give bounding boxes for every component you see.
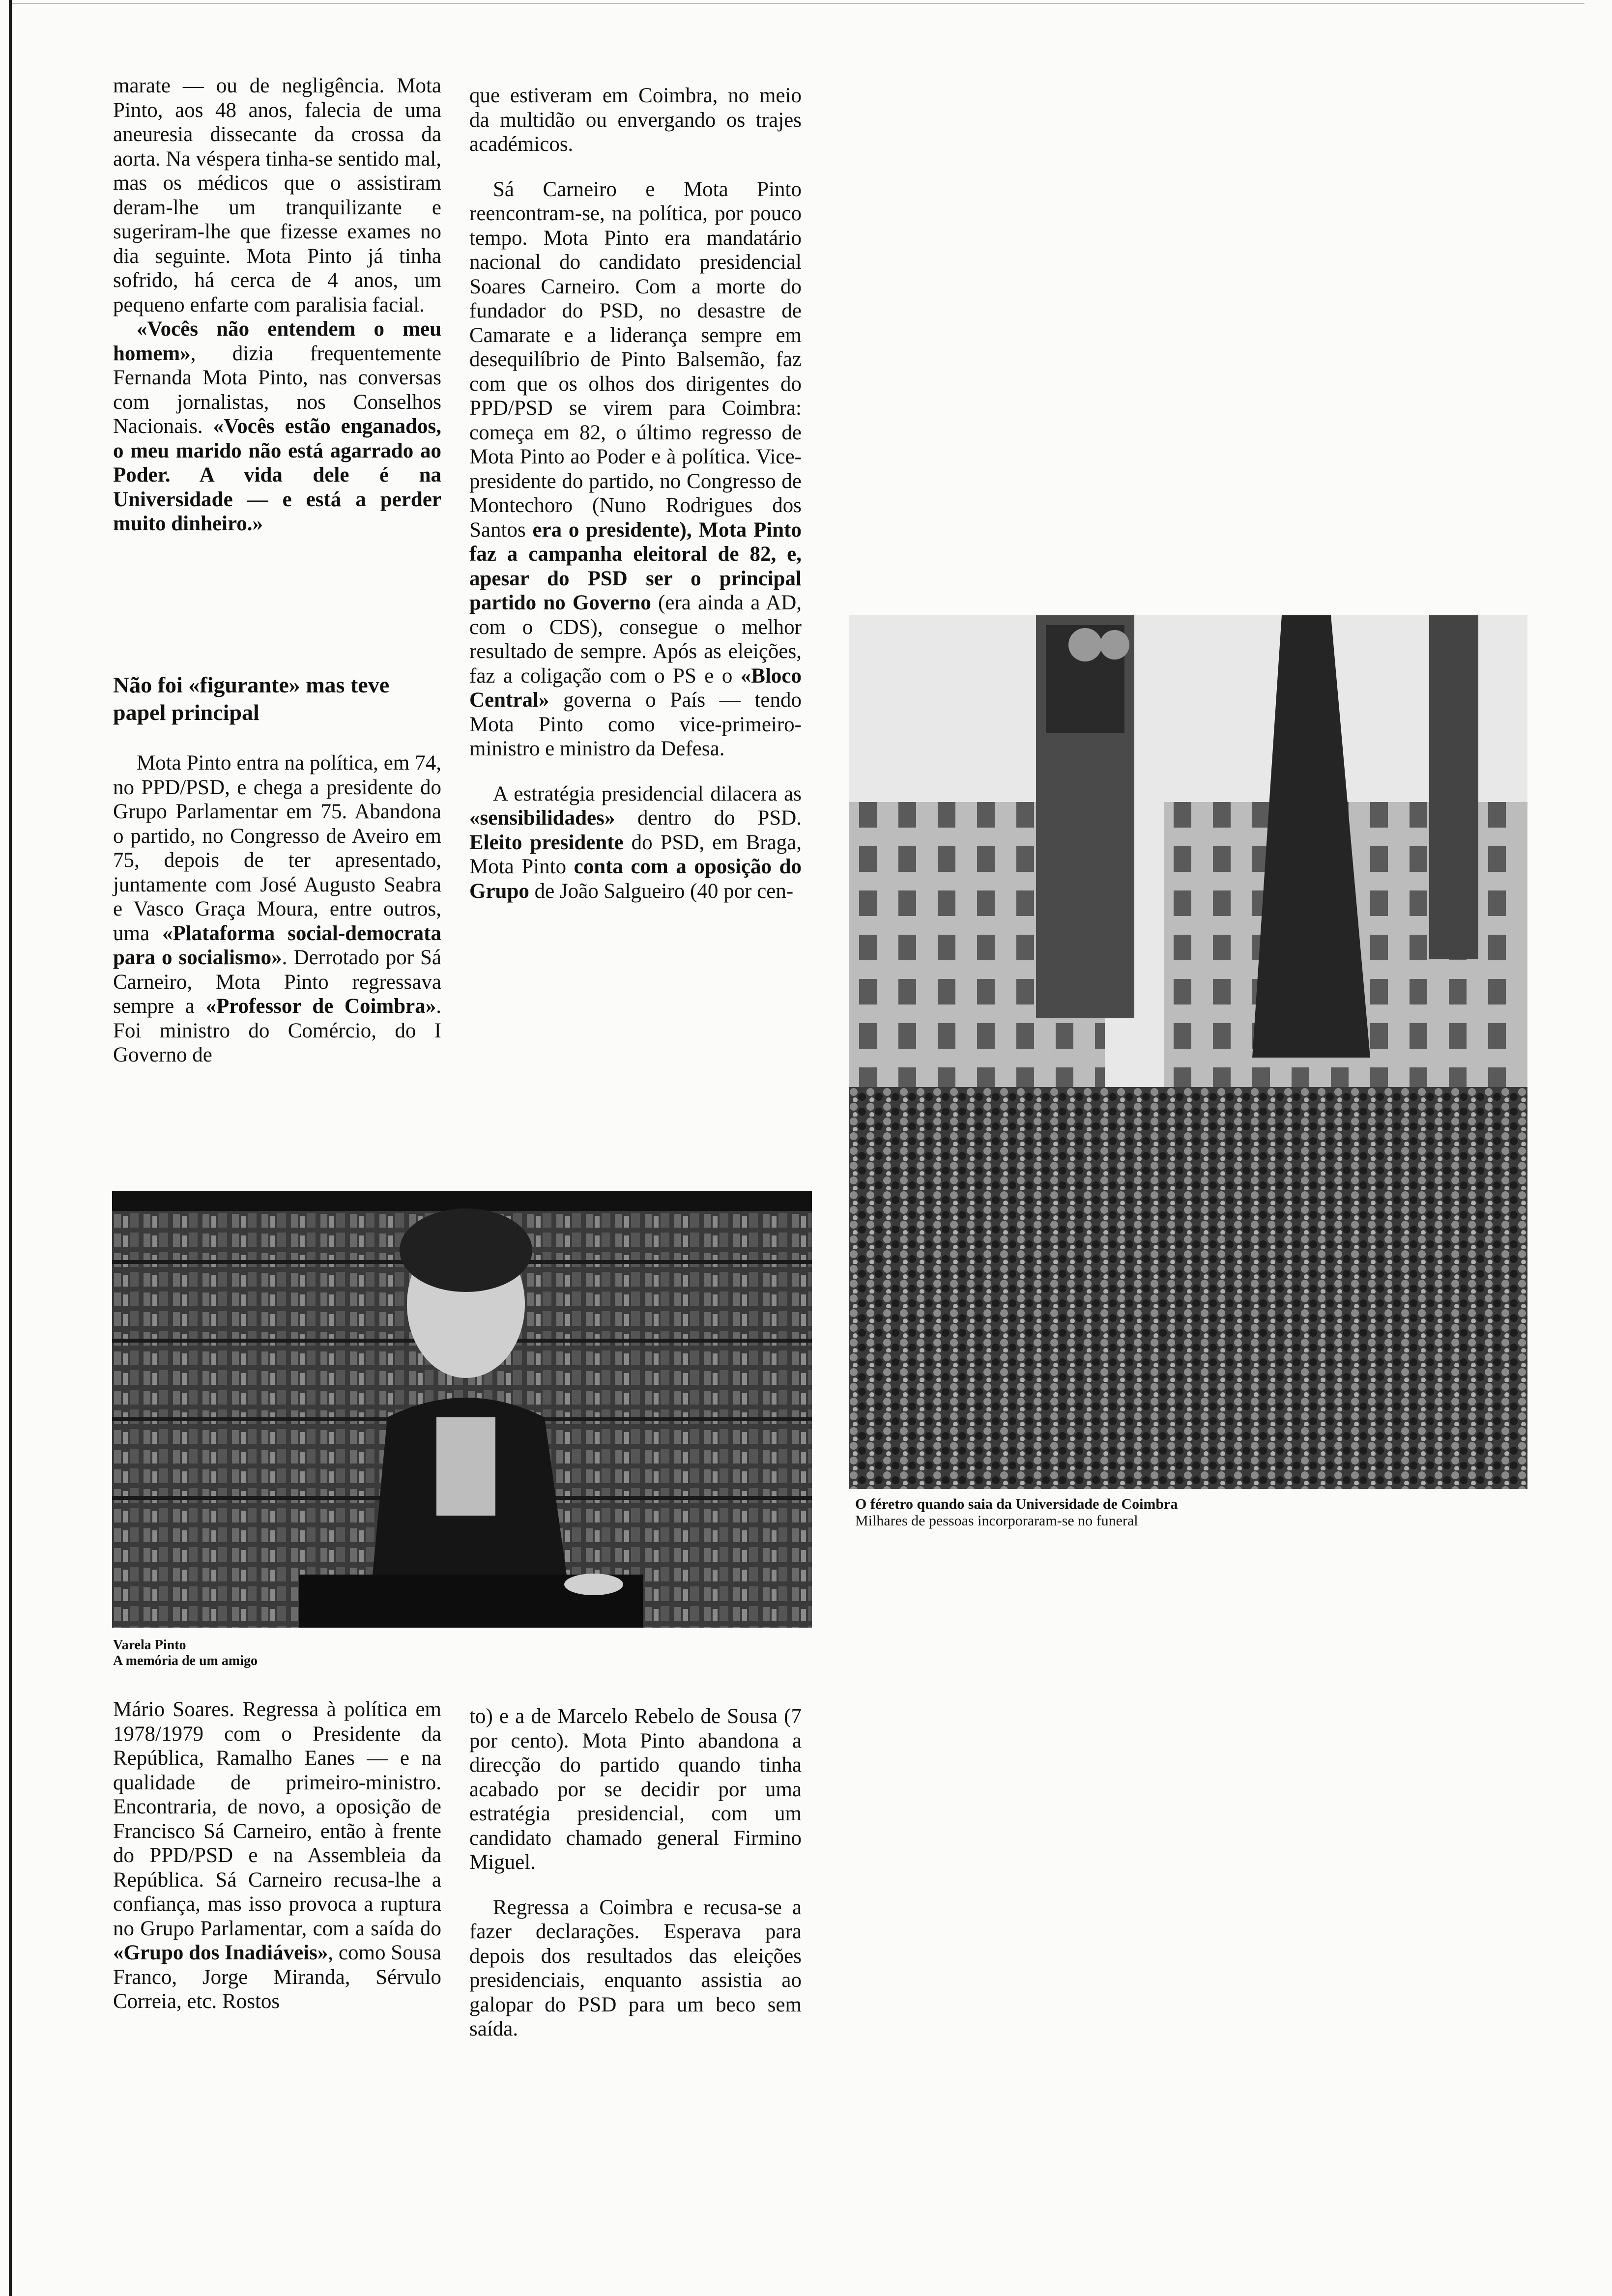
caption-line: A memória de um amigo (113, 1653, 258, 1668)
text-bold: «Professor de Coimbra» (205, 995, 436, 1018)
text: (era ainda a AD, com o CDS), consegue o melhor resultado de sempre. Após as eleições, faz a coligação com o PS e o (469, 591, 802, 688)
portrait-caption (113, 1637, 457, 1669)
crowd-caption (855, 1496, 1533, 1529)
text-bold: Eleito presidente (469, 831, 624, 854)
paragraph: to) e a de Marcelo Rebelo de Sousa (7 por cento). Mota Pinto abandona a direcção do partido quando tinha acabado por se decidir por uma estratégia presidencial, com um candidato chamado general Firmino Miguel. (469, 1705, 802, 1874)
text: , dizia frequentemente Fernanda Mota Pinto, nas conversas com jornalistas, nos Conselhos Nacionais. (113, 342, 441, 438)
caption-line: O féretro quando saia da Universidade de Coimbra (855, 1496, 1178, 1512)
paragraph: que estiveram em Coimbra, no meio da multidão ou envergando os trajes académicos. (469, 84, 802, 156)
text: Sá Carneiro e Mota Pinto reencontram-se, na política, por pouco tempo. Mota Pinto era mandatário nacional do candidato presidencial Soares Carneiro. Com a morte do fundador do PSD, no desastre de Camarate e a liderança sempre em desequilíbrio de Pinto Balsemão, faz com que os olhos dos dirigentes do PPD/PSD se virem para Coimbra: começa em 82, o último regresso de Mota Pinto ao Poder e à política. Vice-presidente do partido, no Congresso de Montechoro (Nuno Rodrigues dos Santos (469, 177, 802, 542)
text: do PSD, em Braga, Mota Pinto (469, 831, 802, 878)
crowd-photo (849, 615, 1527, 1489)
text: dentro do PSD. (615, 806, 802, 830)
text: A estratégia presidencial dilacera as (493, 782, 802, 805)
text-bold: era o presidente), Mota Pinto faz a campanha eleitoral de 82, e, apesar do PSD ser o principal partido no Governo (469, 518, 802, 614)
column-1-top (113, 74, 441, 536)
text: Mota Pinto entra na política, em 74, no PPD/PSD, e chega a presidente do Grupo Parlamentar em 75. Abandona o partido, no Congresso de Aveiro em 75, depois de ter apresentado, juntamente com José Augusto Seabra e Vasco Graça Moura, entre outros, uma (113, 751, 441, 945)
portrait-illustration (112, 1191, 812, 1628)
quote-bold: «Vocês não entendem o meu homem» (113, 317, 441, 365)
page-edge-line (9, 0, 12, 2296)
text: . Derrotado por Sá Carneiro, Mota Pinto regressava sempre a (113, 946, 441, 1018)
photo-credit: Varela Pinto (113, 1637, 186, 1653)
paragraph (469, 177, 802, 761)
text-bold: «Plataforma social-democrata para o socialismo» (113, 921, 441, 969)
paragraph: Regressa a Coimbra e recusa-se a fazer declarações. Esperava para depois dos resultados das eleições presidenciais, enquanto assistia ao galopar do PSD para um beco sem saída. (469, 1895, 802, 2040)
paragraph (469, 782, 802, 904)
text-bold: «Grupo dos Inadiáveis» (113, 1941, 328, 1964)
text-bold: «Bloco Central» (469, 664, 802, 712)
crowd-illustration (849, 615, 1527, 1489)
paragraph (113, 751, 441, 1067)
quote-bold: «Vocês estão enganados, o meu marido não está agarrado ao Poder. A vida dele é na Universidade — e está a perder muito dinheiro.» (113, 415, 441, 535)
paragraph (113, 1697, 441, 2014)
caption-line: Milhares de pessoas incorporaram-se no funeral (855, 1513, 1138, 1529)
text: governa o País — tendo Mota Pinto como vice-primeiro-ministro e ministro da Defesa. (469, 689, 802, 760)
paragraph-quote (113, 317, 441, 536)
text-bold: conta com a oposição do Grupo (469, 855, 802, 903)
text-bold: «sensibilidades» (469, 806, 615, 830)
text: Mário Soares. Regressa à política em 1978/1979 com o Presidente da República, Ramalho Eanes — e na qualidade de primeiro-ministro. Encontraria, de novo, a oposição de Francisco Sá Carneiro, então à frente do PPD/PSD e na Assembleia da República. Sá Carneiro recusa-lhe a confiança, mas isso provoca a ruptura no Grupo Parlamentar, com a saída do (113, 1698, 441, 1940)
text: , como Sousa Franco, Jorge Miranda, Sérvulo Correia, etc. Rostos (113, 1941, 441, 2013)
column-1-middle (113, 751, 441, 1067)
paragraph: marate — ou de negligência. Mota Pinto, aos 48 anos, falecia de uma aneuresia dissecante da crossa da aorta. Na véspera tinha-se sentido mal, mas os médicos que o assistiram deram-lhe um tranquilizante e sugeriram-lhe que fizesse exames no dia seguinte. Mota Pinto já tinha sofrido, há cerca de 4 anos, um pequeno enfarte com paralisia facial. (113, 74, 441, 316)
column-2-top (469, 84, 802, 903)
column-2-bottom (469, 1704, 802, 2041)
subheading: Não foi «figurante» mas teve papel principal (113, 672, 390, 725)
top-rule (12, 3, 1584, 4)
text: . Foi ministro do Comércio, do I Governo de (113, 995, 441, 1066)
column-1-bottom (113, 1697, 441, 2014)
text: de João Salgueiro (40 por cen- (529, 879, 794, 903)
portrait-photo (112, 1191, 812, 1628)
